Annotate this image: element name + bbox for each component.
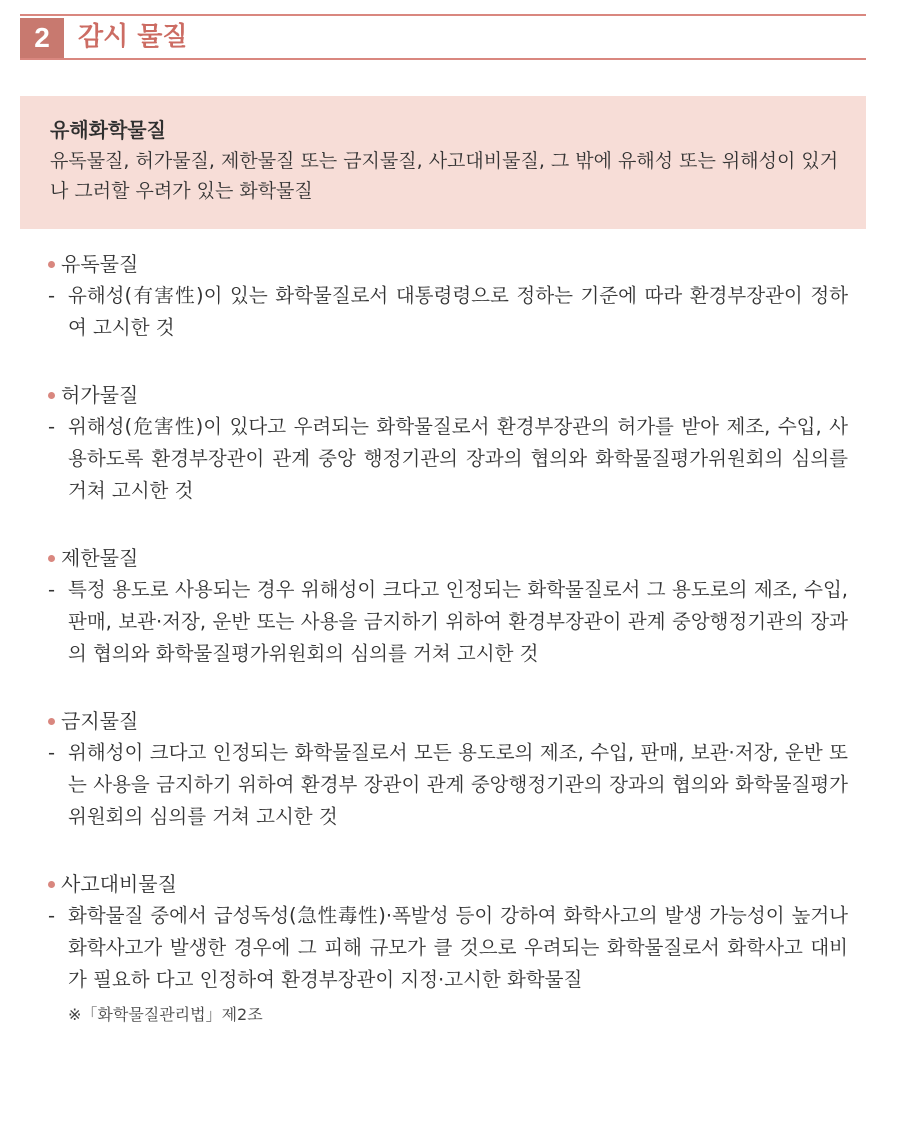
section-item-body: 특정 용도로 사용되는 경우 위해성이 크다고 인정되는 화학물질로서 그 용도로의 제조, 수입, 판매, 보관·저장, 운반 또는 사용을 금지하기 위하여 환경부장관이 관계 중앙행정기관의 장과의 협의와 화학물질평가위원회의 심의를 거쳐 고시한 것 [68, 578, 848, 665]
dash-marker: - [48, 415, 56, 438]
section-prohibited [48, 705, 848, 833]
bullet-icon [48, 392, 55, 399]
section-item-body: 화학물질 중에서 급성독성(急性毒性)·폭발성 등이 강하여 화학사고의 발생 가능성이 높거나 화학사고가 발생한 경우에 그 피해 규모가 클 것으로 우려되는 화학물질로서 화학사고 대비가 필요하 다고 인정하여 환경부장관이 지정·고시한 화학물질 [68, 904, 848, 991]
section-item-body: 위해성이 크다고 인정되는 화학물질로서 모든 용도로의 제조, 수입, 판매, 보관·저장, 운반 또는 사용을 금지하기 위하여 환경부 장관이 관계 중앙행정기관의 장과의 협의와 화학물질평가위원회의 심의를 거쳐 고시한 것 [68, 741, 848, 828]
bullet-icon [48, 261, 55, 268]
substance-list [48, 248, 848, 1063]
section-header [20, 14, 866, 60]
section-item-title: 금지물질 [61, 709, 139, 733]
section-item-title: 유독물질 [61, 252, 139, 276]
section-accident-prep [48, 868, 848, 1028]
dash-marker: - [48, 578, 56, 601]
legal-reference-note: ※「화학물질관리법」제2조 [68, 1005, 263, 1024]
dash-marker: - [48, 904, 56, 927]
section-title: 감시 물질 [78, 22, 188, 52]
section-number-badge: 2 [20, 18, 64, 58]
bullet-icon [48, 555, 55, 562]
definition-title: 유해화학물질 [50, 118, 166, 142]
section-item-title: 사고대비물질 [61, 872, 177, 896]
section-item-title: 허가물질 [61, 383, 139, 407]
bullet-icon [48, 881, 55, 888]
section-restricted [48, 542, 848, 670]
dash-marker: - [48, 741, 56, 764]
dash-marker: - [48, 284, 56, 307]
section-item-body: 위해성(危害性)이 있다고 우려되는 화학물질로서 환경부장관의 허가를 받아 제조, 수입, 사용하도록 환경부장관이 관계 중앙 행정기관의 장과의 협의와 화학물질평가위원회의 심의를 거쳐 고시한 것 [68, 415, 848, 502]
section-toxic [48, 248, 848, 344]
bullet-icon [48, 718, 55, 725]
section-item-title: 제한물질 [61, 546, 139, 570]
definition-body: 유독물질, 허가물질, 제한물질 또는 금지물질, 사고대비물질, 그 밖에 유해성 또는 위해성이 있거나 그러할 우려가 있는 화학물질 [50, 150, 839, 202]
section-item-body: 유해성(有害性)이 있는 화학물질로서 대통령령으로 정하는 기준에 따라 환경부장관이 정하여 고시한 것 [68, 284, 848, 339]
definition-box [20, 96, 866, 229]
section-permitted [48, 379, 848, 507]
